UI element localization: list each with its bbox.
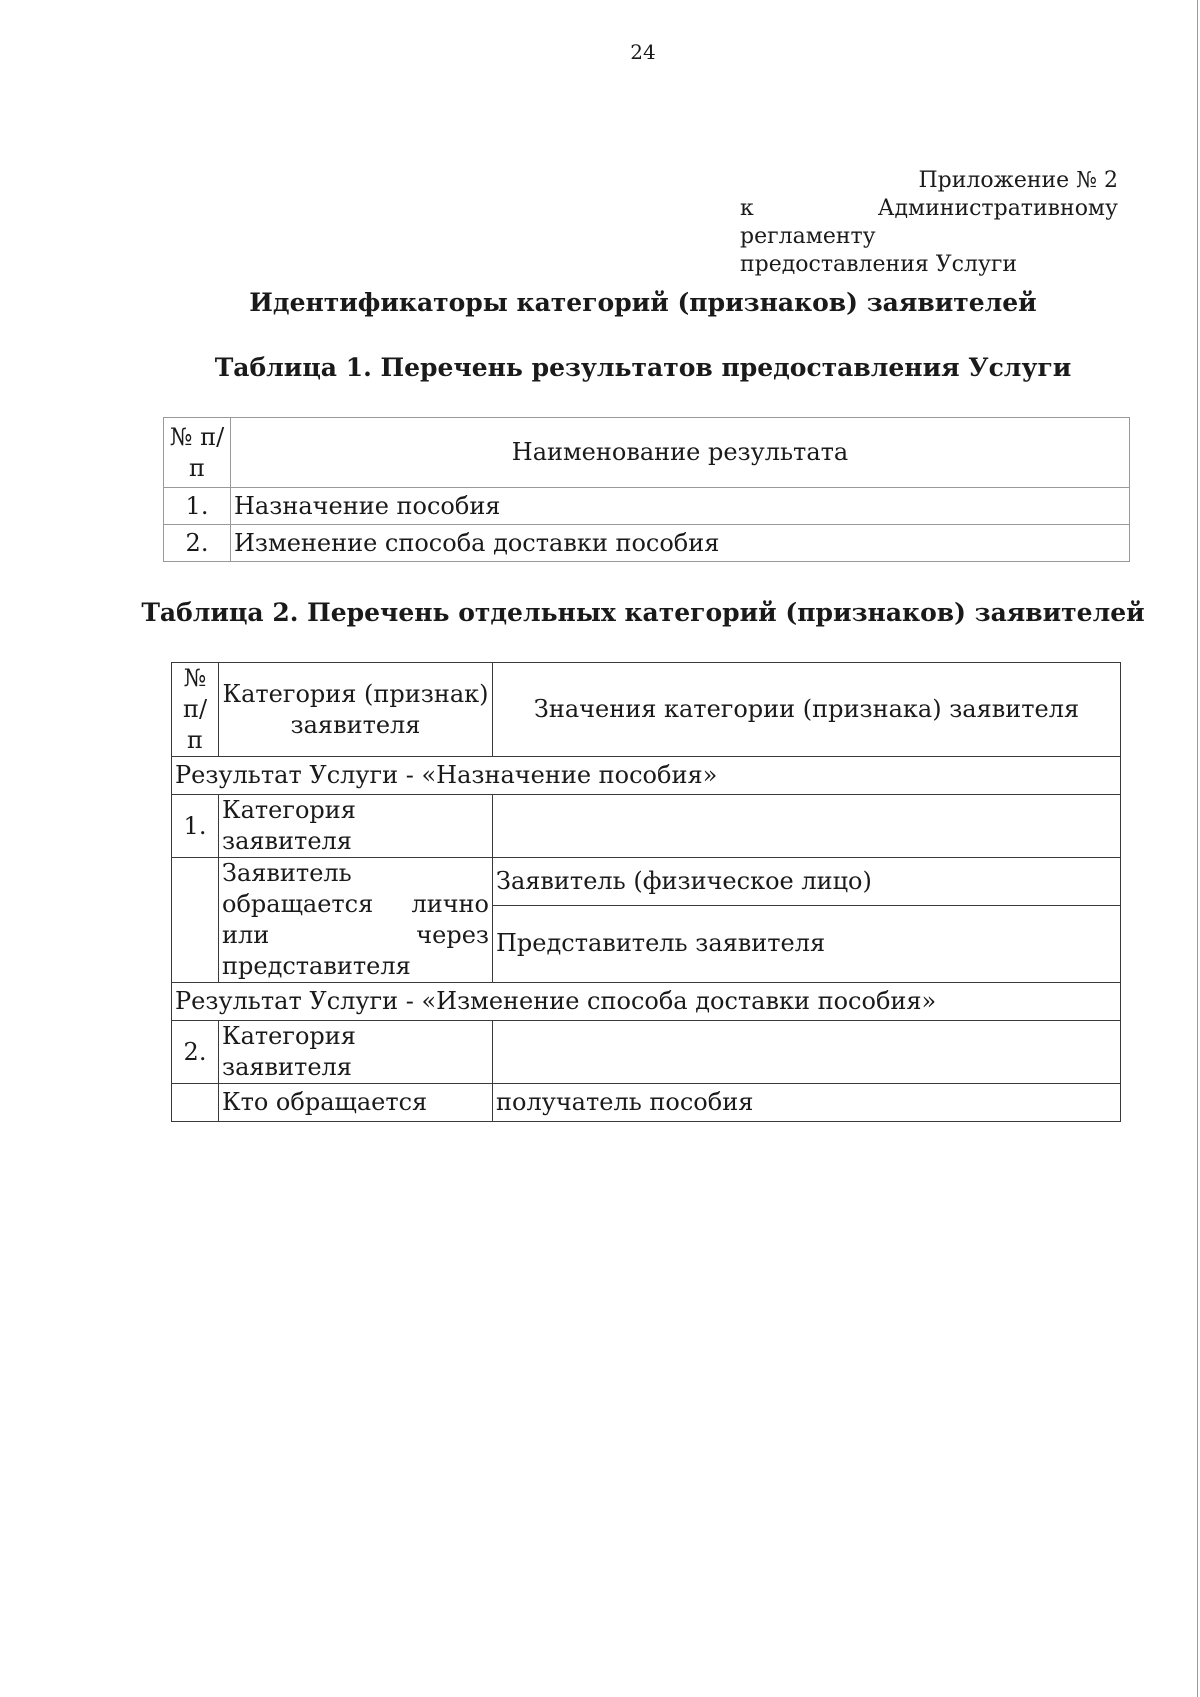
table1-title: Таблица 1. Перечень результатов предоставления Услуги bbox=[214, 353, 1072, 382]
header-number: № п/п bbox=[172, 663, 219, 757]
section-title: Результат Услуги - «Назначение пособия» bbox=[172, 757, 1121, 795]
table-row bbox=[172, 858, 1121, 906]
header-values: Значения категории (признака) заявителя bbox=[493, 663, 1121, 757]
category-value: получатель пособия bbox=[493, 1084, 1121, 1122]
result-name: Назначение пособия bbox=[231, 488, 1130, 525]
page-number: 24 bbox=[630, 40, 656, 64]
header-category: Категория (признак) заявителя bbox=[219, 663, 493, 757]
results-table bbox=[163, 417, 1130, 562]
section-title: Результат Услуги - «Изменение способа доставки пособия» bbox=[172, 983, 1121, 1021]
section-row bbox=[172, 757, 1121, 795]
category-label: Категория заявителя bbox=[219, 1021, 493, 1084]
empty-value-cell bbox=[493, 1021, 1121, 1084]
table-row bbox=[164, 488, 1130, 525]
appendix-line-2: к Административному регламенту bbox=[740, 196, 1118, 249]
table-header-row bbox=[164, 418, 1130, 488]
empty-number-cell bbox=[172, 1084, 219, 1122]
sub-category: Заявитель обращается лично или через представителя bbox=[219, 858, 493, 983]
categories-table bbox=[171, 662, 1121, 1122]
header-result-name: Наименование результата bbox=[231, 418, 1130, 488]
row-number: 2. bbox=[172, 1021, 219, 1084]
category-value: Заявитель (физическое лицо) bbox=[493, 858, 1121, 906]
section-row bbox=[172, 983, 1121, 1021]
sub-category: Кто обращается bbox=[219, 1084, 493, 1122]
header-number: № п/п bbox=[164, 418, 231, 488]
row-number: 1. bbox=[172, 795, 219, 858]
appendix-line-3: предоставления Услуги bbox=[740, 252, 1018, 277]
table-row bbox=[172, 1084, 1121, 1122]
empty-value-cell bbox=[493, 795, 1121, 858]
result-name: Изменение способа доставки пособия bbox=[231, 525, 1130, 562]
empty-number-cell bbox=[172, 858, 219, 983]
row-number: 1. bbox=[164, 488, 231, 525]
row-number: 2. bbox=[164, 525, 231, 562]
document-title: Идентификаторы категорий (признаков) заявителей bbox=[249, 288, 1037, 317]
category-label: Категория заявителя bbox=[219, 795, 493, 858]
table-row bbox=[172, 795, 1121, 858]
table-header-row bbox=[172, 663, 1121, 757]
table2-title: Таблица 2. Перечень отдельных категорий (признаков) заявителей bbox=[141, 598, 1145, 627]
table-row bbox=[172, 1021, 1121, 1084]
appendix-note bbox=[740, 167, 1118, 279]
appendix-line-1: Приложение № 2 bbox=[918, 168, 1118, 193]
page-edge bbox=[1197, 0, 1198, 1697]
table-row bbox=[164, 525, 1130, 562]
category-value: Представитель заявителя bbox=[493, 905, 1121, 983]
